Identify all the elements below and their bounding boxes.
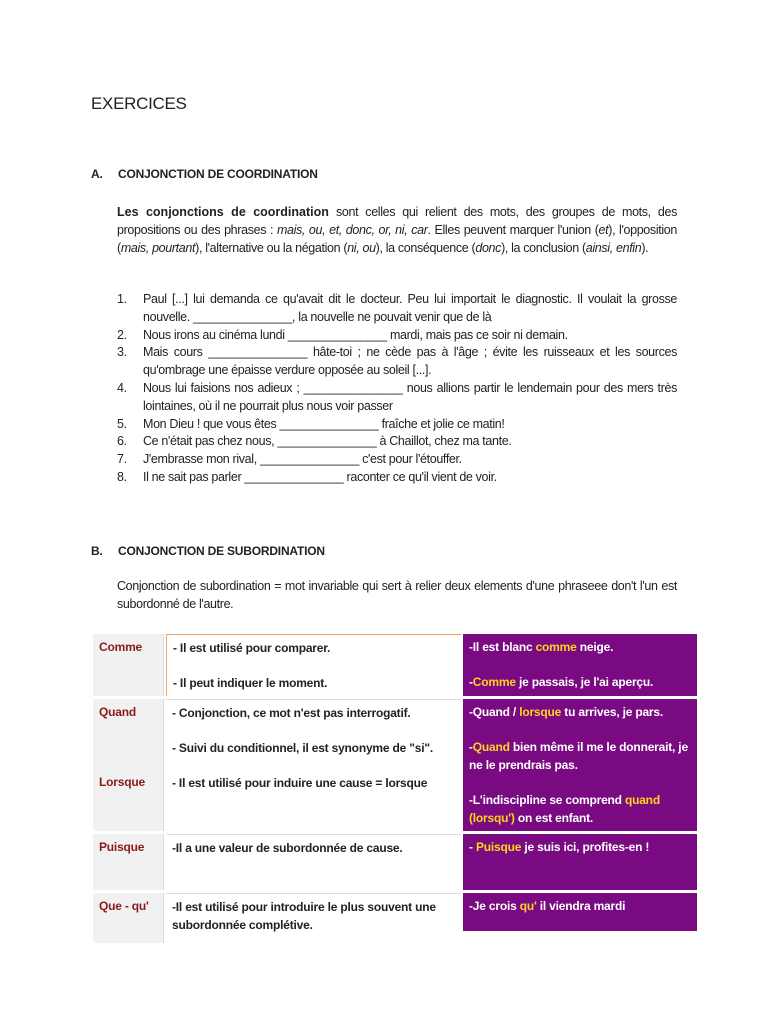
- list-item: 7. J'embrasse mon rival, _______________ c'est pour l'étouffer.: [117, 452, 462, 467]
- table-row: [93, 699, 697, 831]
- table-row: [93, 834, 697, 890]
- example-cell: - Puisque je suis ici, profites-en !: [463, 834, 697, 890]
- description-cell: - Conjonction, ce mot n'est pas interrogatif. - Suivi du conditionnel, il est synonyme de "si". - Il est utilisé pour induire une cause = lorsque: [166, 699, 461, 831]
- list-item: 2. Nous irons au cinéma lundi _______________ mardi, mais pas ce soir ni demain.: [117, 327, 568, 342]
- section-a-intro: Les conjonctions de coordination sont celles qui relient des mots, des groupes de mots, des propositions ou des phrases : mais, ou, et, donc, or, ni, car. Elles peuvent marquer l'union (et), l'opposition (mais, pourtant), l'alternative ou la négation (ni, ou), la conséquence (donc), la conclusion (ainsi, enfin).: [117, 205, 677, 255]
- page-title: EXERCICES: [91, 94, 187, 113]
- table-row: [93, 893, 697, 943]
- list-item: 1. Paul [...] lui demanda ce qu'avait dit le docteur. Peu lui importait le diagnostic. Il voulait la grosse nouvelle. _______________, la nouvelle ne pouvait venir que de là: [117, 292, 677, 324]
- section-b-heading: B. CONJONCTION DE SUBORDINATION: [91, 544, 325, 558]
- list-item: 5. Mon Dieu ! que vous êtes _______________ fraîche et jolie ce matin!: [117, 416, 505, 431]
- list-item: 6. Ce n'était pas chez nous, _______________ à Chaillot, chez ma tante.: [117, 434, 512, 449]
- keyword-cell: Comme: [93, 634, 164, 696]
- list-item: 8. Il ne sait pas parler _______________ raconter ce qu'il vient de voir.: [117, 469, 497, 484]
- example-cell: -Il est blanc comme neige. -Comme je passais, je l'ai aperçu.: [463, 634, 697, 696]
- exercise-list: [117, 291, 677, 487]
- keyword-cell: Que - qu': [93, 893, 164, 943]
- keyword-cell: Quand Lorsque: [93, 699, 164, 831]
- table-row: [93, 634, 697, 696]
- example-cell: -Je crois qu' il viendra mardi: [463, 893, 697, 943]
- section-a-heading: A. CONJONCTION DE COORDINATION: [91, 167, 318, 181]
- example-cell: -Quand / lorsque tu arrives, je pars. -Quand bien même il me le donnerait, je ne le prendrais pas. -L'indiscipline se comprend quand (lorsqu') on est enfant.: [463, 699, 697, 831]
- subordination-table: [91, 631, 699, 946]
- description-cell: - Il est utilisé pour comparer. - Il peut indiquer le moment.: [166, 634, 461, 696]
- list-item: 4. Nous lui faisions nos adieux ; _______________ nous allions partir le lendemain pour des mers très lointaines, où il ne pourrait plus nous voir passer: [117, 380, 677, 413]
- description-cell: -Il a une valeur de subordonnée de cause.: [166, 834, 461, 890]
- keyword-cell: Puisque: [93, 834, 164, 890]
- list-item: 3. Mais cours _______________ hâte-toi ; ne cède pas à l'âge ; évite les ruisseaux et les sources qu'ombrage une épaisse verdure opposée au soleil [...].: [117, 345, 677, 378]
- section-b-intro: Conjonction de subordination = mot invariable qui sert à relier deux elements d'une phraseee don't l'un est subordonné de l'autre.: [117, 579, 677, 611]
- description-cell: -Il est utilisé pour introduire le plus souvent une subordonnée complétive.: [166, 893, 461, 943]
